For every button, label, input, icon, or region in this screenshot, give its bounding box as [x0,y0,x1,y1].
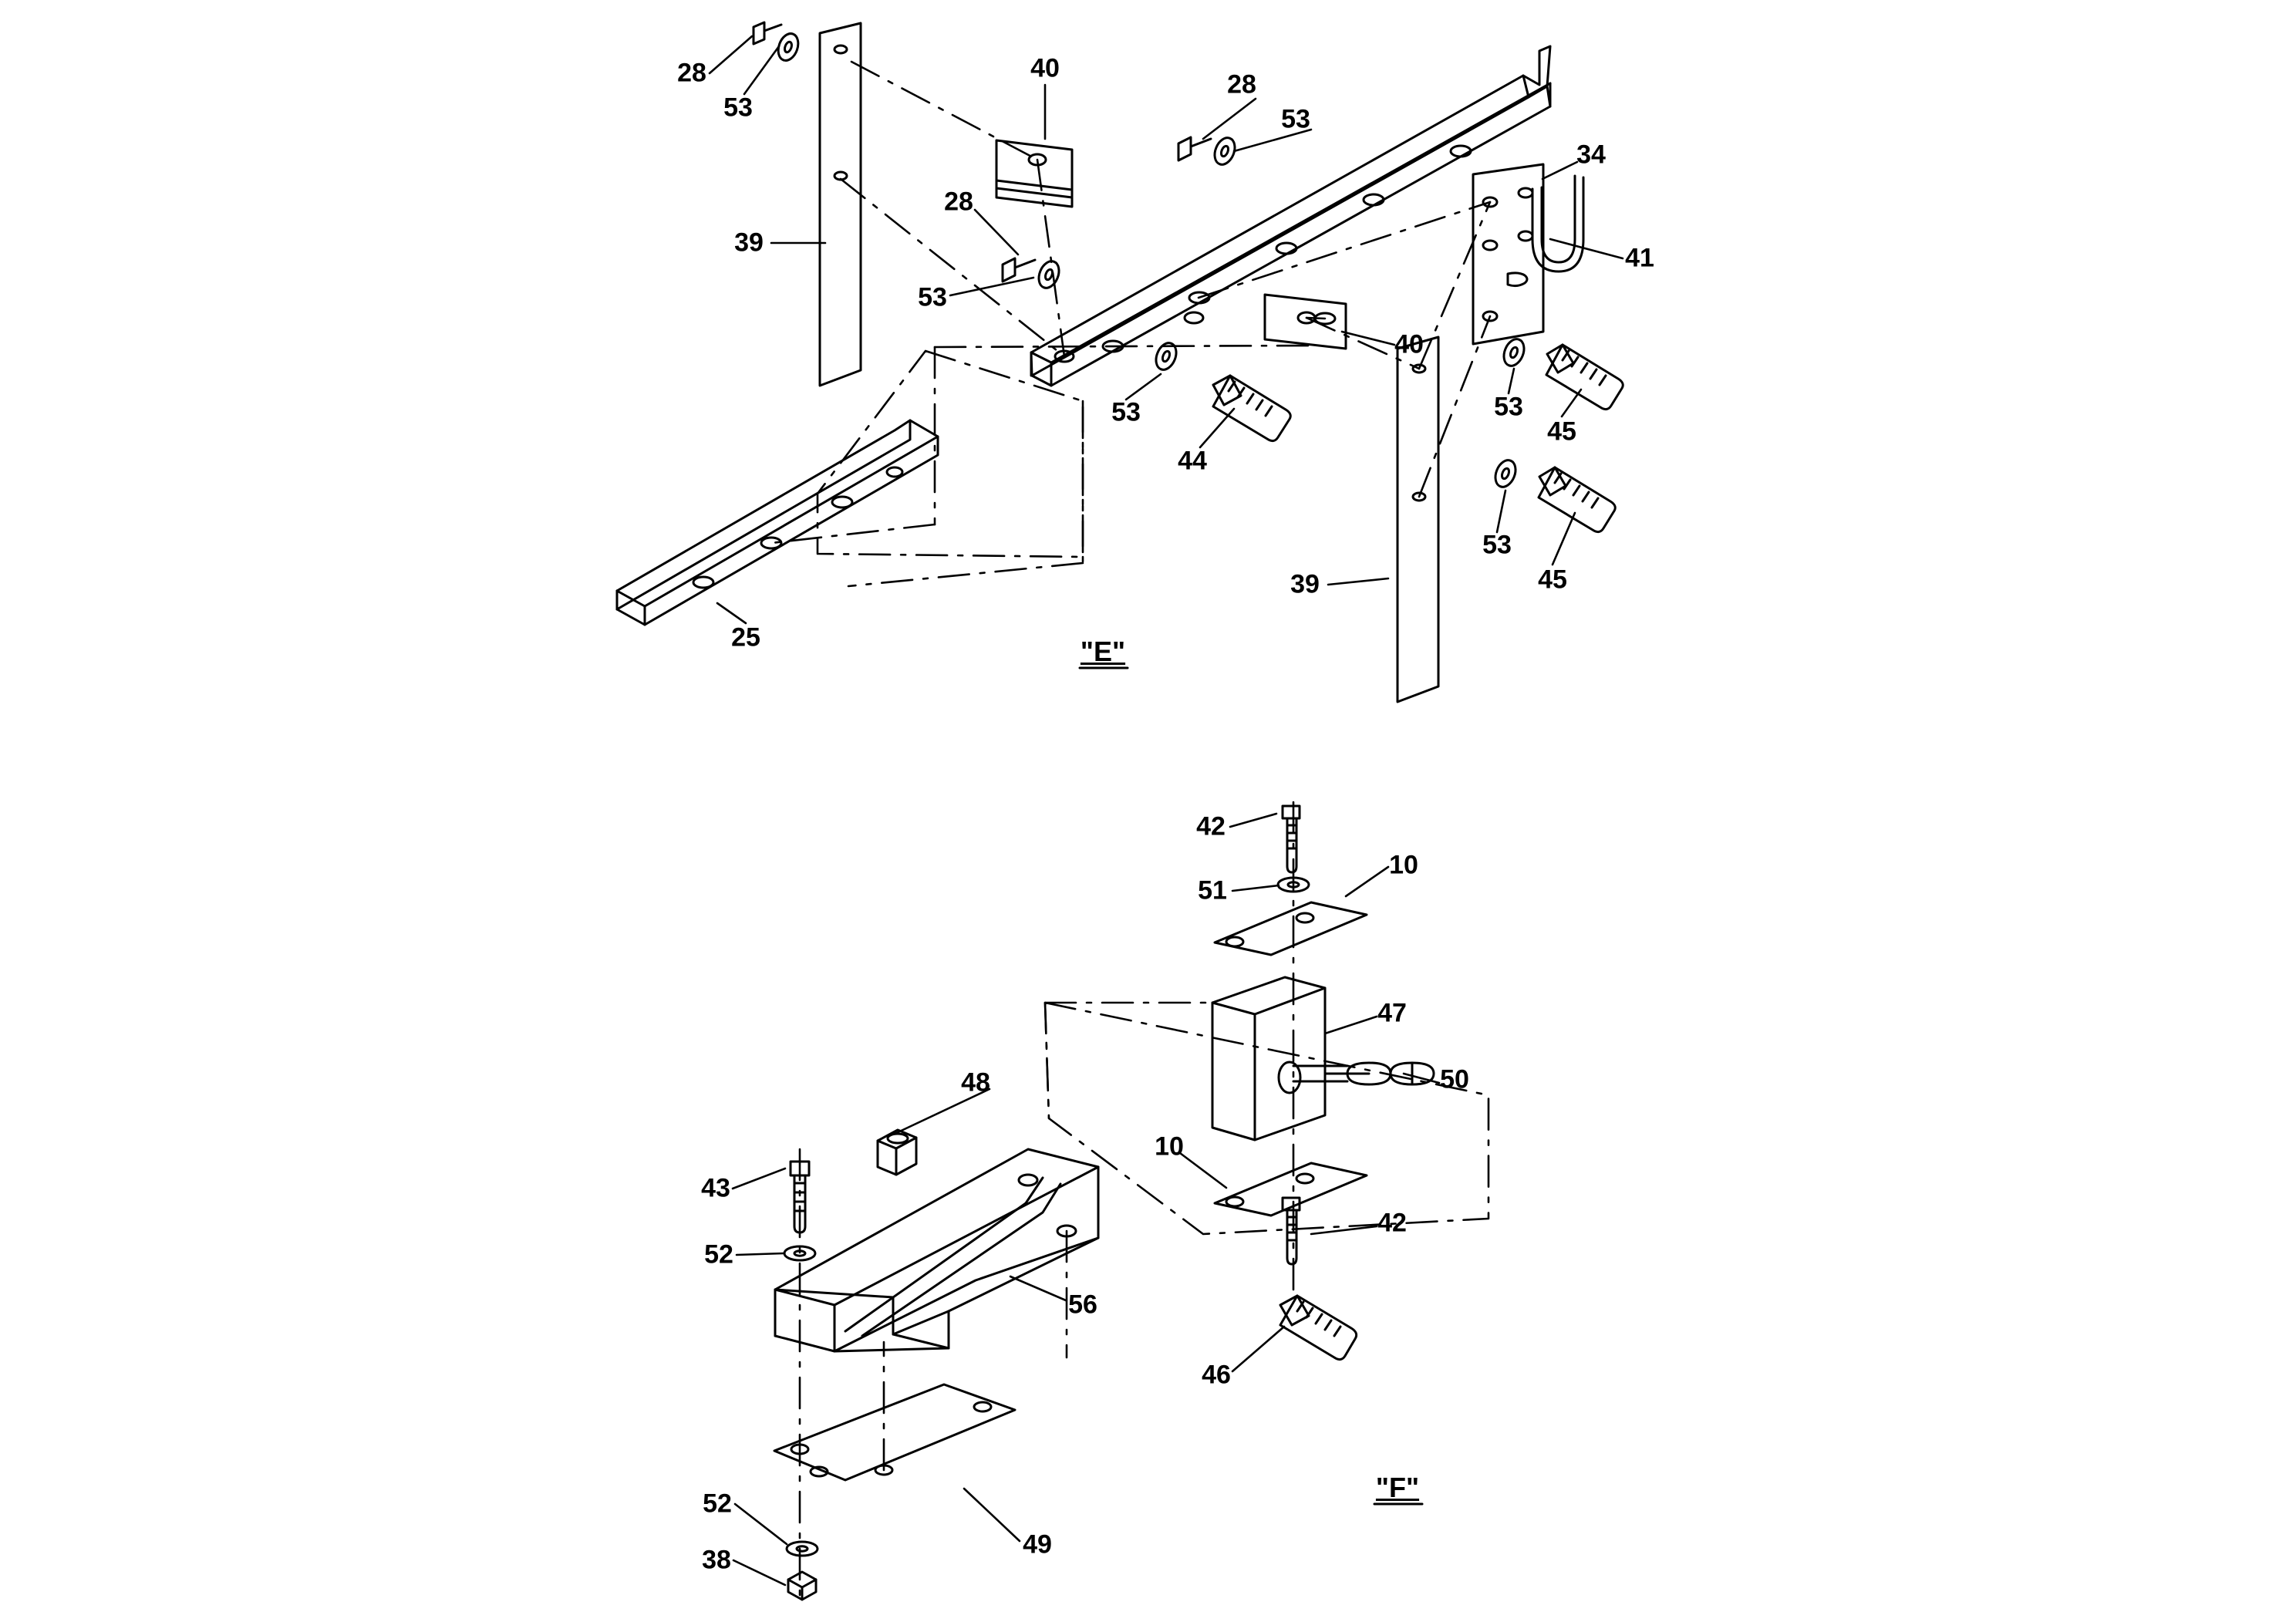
part-10-upper-plate [1215,902,1367,955]
callout-28-4: 28 [1227,69,1256,99]
part-25-beam [617,420,938,625]
callout-28-1: 28 [677,58,706,88]
part-39-left-plate [820,23,861,386]
callout-42-29: 42 [1377,1208,1407,1238]
callout-56-30: 56 [1068,1290,1097,1320]
callout-51-22: 51 [1198,875,1227,905]
callout-46-31: 46 [1202,1360,1231,1390]
part-39-right-plate [1397,337,1438,702]
callout-38-34: 38 [702,1545,731,1575]
callout-45-17: 45 [1538,565,1567,595]
callout-25-19: 25 [731,622,760,653]
callout-52-28: 52 [704,1239,733,1270]
callout-48-25: 48 [961,1067,990,1098]
callout-53-2: 53 [723,93,753,123]
callout-39-18: 39 [1290,569,1320,599]
part-45-screw-upper [1546,345,1623,410]
callout-53-12: 53 [1494,392,1523,422]
part-52-washer-lower [787,1542,818,1556]
callout-45-13: 45 [1547,416,1576,447]
callout-10-26: 10 [1155,1131,1184,1162]
section-label-1: "E" [1080,636,1126,667]
part-50-pin [1293,1063,1434,1084]
part-47-block [1212,977,1325,1140]
section-label-2: "F" [1375,1472,1420,1503]
part-42-bolt-top [1283,806,1300,872]
callout-10-21: 10 [1389,850,1418,880]
part-53-washer-45-upper [1500,336,1528,369]
callout-39-9: 39 [734,228,764,258]
part-41-u-bolt [1532,176,1583,271]
part-38-nut [788,1572,816,1600]
callout-47-23: 47 [1377,998,1407,1028]
callout-52-32: 52 [703,1489,732,1519]
callout-28-8: 28 [944,187,973,217]
part-53-washer-45-lower [1492,457,1519,490]
callout-53-16: 53 [1482,530,1512,560]
part-56-bracket [775,1149,1098,1351]
callout-34-6: 34 [1576,140,1606,170]
part-45-screw-lower [1539,467,1615,532]
part-28-bolt-upper-right [1178,135,1239,167]
callout-40-3: 40 [1030,53,1060,83]
callout-42-20: 42 [1196,811,1226,841]
part-53-washer-44 [1152,340,1180,373]
part-28-bolt-upper-left [754,22,781,44]
part-10-lower-plate [1215,1163,1367,1216]
callout-53-10: 53 [918,282,947,312]
callout-53-5: 53 [1281,104,1310,134]
callout-40-11: 40 [1394,329,1424,359]
part-44-screw [1213,376,1290,441]
callout-49-33: 49 [1023,1529,1052,1560]
part-49-plate [774,1384,1015,1480]
callout-43-27: 43 [701,1173,730,1203]
part-48-nut [878,1130,916,1175]
part-46-screw [1280,1296,1357,1360]
callout-44-15: 44 [1178,446,1207,476]
callout-41-7: 41 [1625,243,1654,273]
callout-50-24: 50 [1440,1064,1469,1094]
callout-53-14: 53 [1111,397,1141,427]
